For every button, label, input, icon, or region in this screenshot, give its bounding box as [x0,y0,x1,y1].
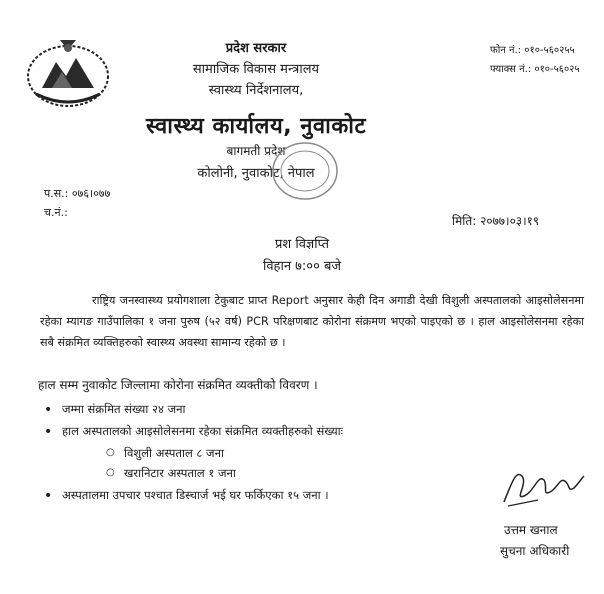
list-item: • हाल अस्पतालको आइसोलेसनमा रहेका संक्रमित व्यक्तीहरुको संख्याः [62,424,343,439]
letter-date: मिति: २०७७।०३।१९ [452,214,540,228]
government-heading: प्रदेश सरकार [225,41,287,56]
dispatch-number: च.नं.: [44,206,68,219]
list-item: • जम्मा संक्रमित संख्या २४ जना [62,402,185,417]
fax-number: फ्याक्स नं.: ०१०-५६०२५ [490,64,580,75]
body-paragraph: राष्ट्रिय जनस्वास्थ्य प्रयोगशाला टेकुबाट प्राप्त Report अनुसार केही दिन अगाडी देखी विशुली अस्पतालको आइसोलेसनमा रहेका म्यागङ गाउँपालिका १ जना पुरुष (५२ वर्ष) PCR परिक्षणबाट कोरोना संक्रमण भएको पाइएको छ । हाल आइसोलेसनमा रहेका सबै संक्रमित व्यक्तिहरुको स्वास्थ्य अवस्था सामान्य रहेको छ । [40,294,584,349]
directorate-heading: स्वास्थ्य निर्देशनालय, [208,83,304,98]
address-heading: कोलोनी, नुवाकोट, नेपाल [197,166,315,181]
province-heading: बागमती प्रदेश [226,144,286,158]
office-heading: स्वास्थ्य कार्यालय, नुवाकोट [145,114,367,139]
ministry-heading: सामाजिक विकास मन्त्रालय [192,62,320,77]
signatory-title: सुचना अधिकारी [500,544,570,558]
office-stamp [270,140,340,202]
signatory-name: उत्तम खनाल [504,523,558,537]
letter-reference-number: प.स.: ०७६।०७७ [44,187,111,200]
list-item: • अस्पतालमा उपचार पश्चात डिस्चार्ज भई घर फर्किएका १५ जना । [62,488,329,503]
sub-list-item: ○ खरानिटार अस्पताल १ जना [124,466,236,481]
handwritten-signature [498,462,588,510]
notice-title: प्रश विज्ञप्ति [274,237,330,252]
sub-list-item: ○ विशुली अस्पताल ८ जना [124,446,224,461]
summary-lead: हाल सम्म नुवाकोट जिल्लामा कोरोना संक्रमित व्यक्तीको विवरण । [38,378,318,392]
phone-number: फोन नं.: ०१०-५६०२५५ [490,45,575,56]
notice-time: विहान ७:०० बजे [262,259,342,274]
